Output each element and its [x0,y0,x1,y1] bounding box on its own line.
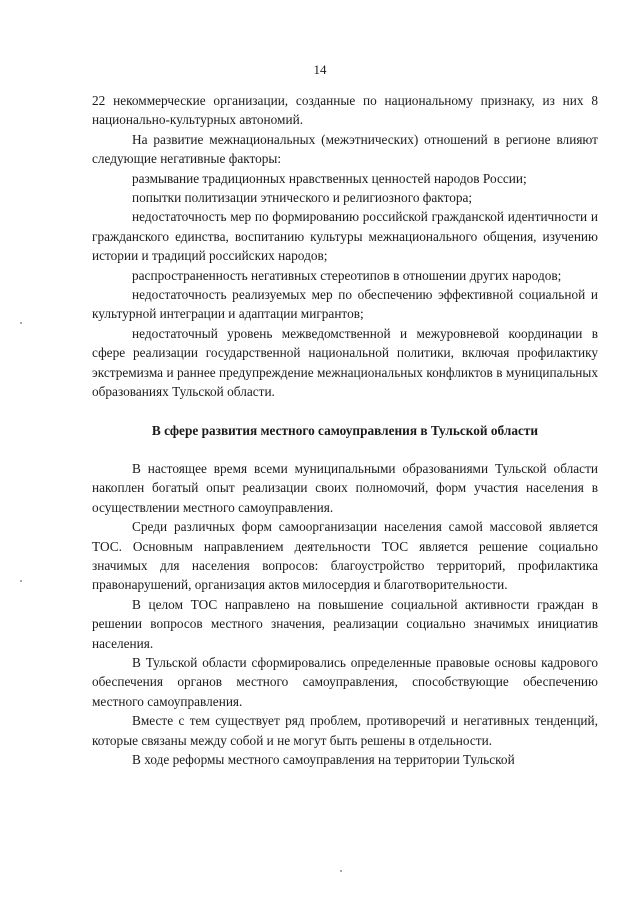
list-item: попытки политизации этнического и религиозного фактора; [132,190,473,206]
list-item: распространенность негативных стереотипов в отношении других народов; [132,267,562,283]
paragraph: Вместе с тем существует ряд проблем, противоречий и негативных тенденций, которые связаны между собой и не могут быть решены в отдельности. [92,713,598,748]
document-body [92,91,598,769]
paragraph: В ходе реформы местного самоуправления на территории Тульской [132,752,515,767]
page-number: 14 [313,62,327,77]
scan-speck [340,870,342,872]
section-heading: В сфере развития местного самоуправления в Тульской области [151,422,539,438]
paragraph: 22 некоммерческие организации, созданные по национальному признаку, из них 8 национально-культурных автономий. [92,93,598,128]
scan-speck [20,322,22,324]
list-item: недостаточность реализуемых мер по обеспечению эффективной социальной и культурной интеграции и адаптации мигрантов; [92,287,598,322]
list-item: недостаточный уровень межведомственной и межуровневой координации в сфере реализации государственной национальной политики, включая профилактику экстремизма и раннее предупреждение межнациональных конфликтов в муниципальных образованиях Тульской области. [92,325,598,400]
list-item: недостаточность мер по формированию российской гражданской идентичности и гражданского единства, воспитанию культуры межнационального общения, изучению истории и традиций российских народов; [92,209,598,264]
paragraph: На развитие межнациональных (межэтнических) отношений в регионе влияют следующие негативные факторы: [92,131,598,167]
paragraph: Среди различных форм самоорганизации населения самой массовой является ТОС. Основным направлением деятельности ТОС является решение социально значимых для населения вопросов: благоустройство территорий, профилактика правонарушений, организация актов милосердия и благотворительности. [92,519,598,593]
list-item: размывание традиционных нравственных ценностей народов России; [132,170,527,186]
scan-speck [20,580,22,582]
paragraph: В целом ТОС направлено на повышение социальной активности граждан в решении вопросов местного значения, реализации социально значимых инициатив населения. [92,596,598,651]
paragraph: В настоящее время всеми муниципальными образованиями Тульской области накоплен богатый опыт реализации своих полномочий, форм участия населения в осуществлении местного самоуправления. [92,460,598,515]
paragraph: В Тульской области сформировались определенные правовые основы кадрового обеспечения органов местного самоуправления, способствующие обеспечению местного самоуправления. [92,654,598,709]
